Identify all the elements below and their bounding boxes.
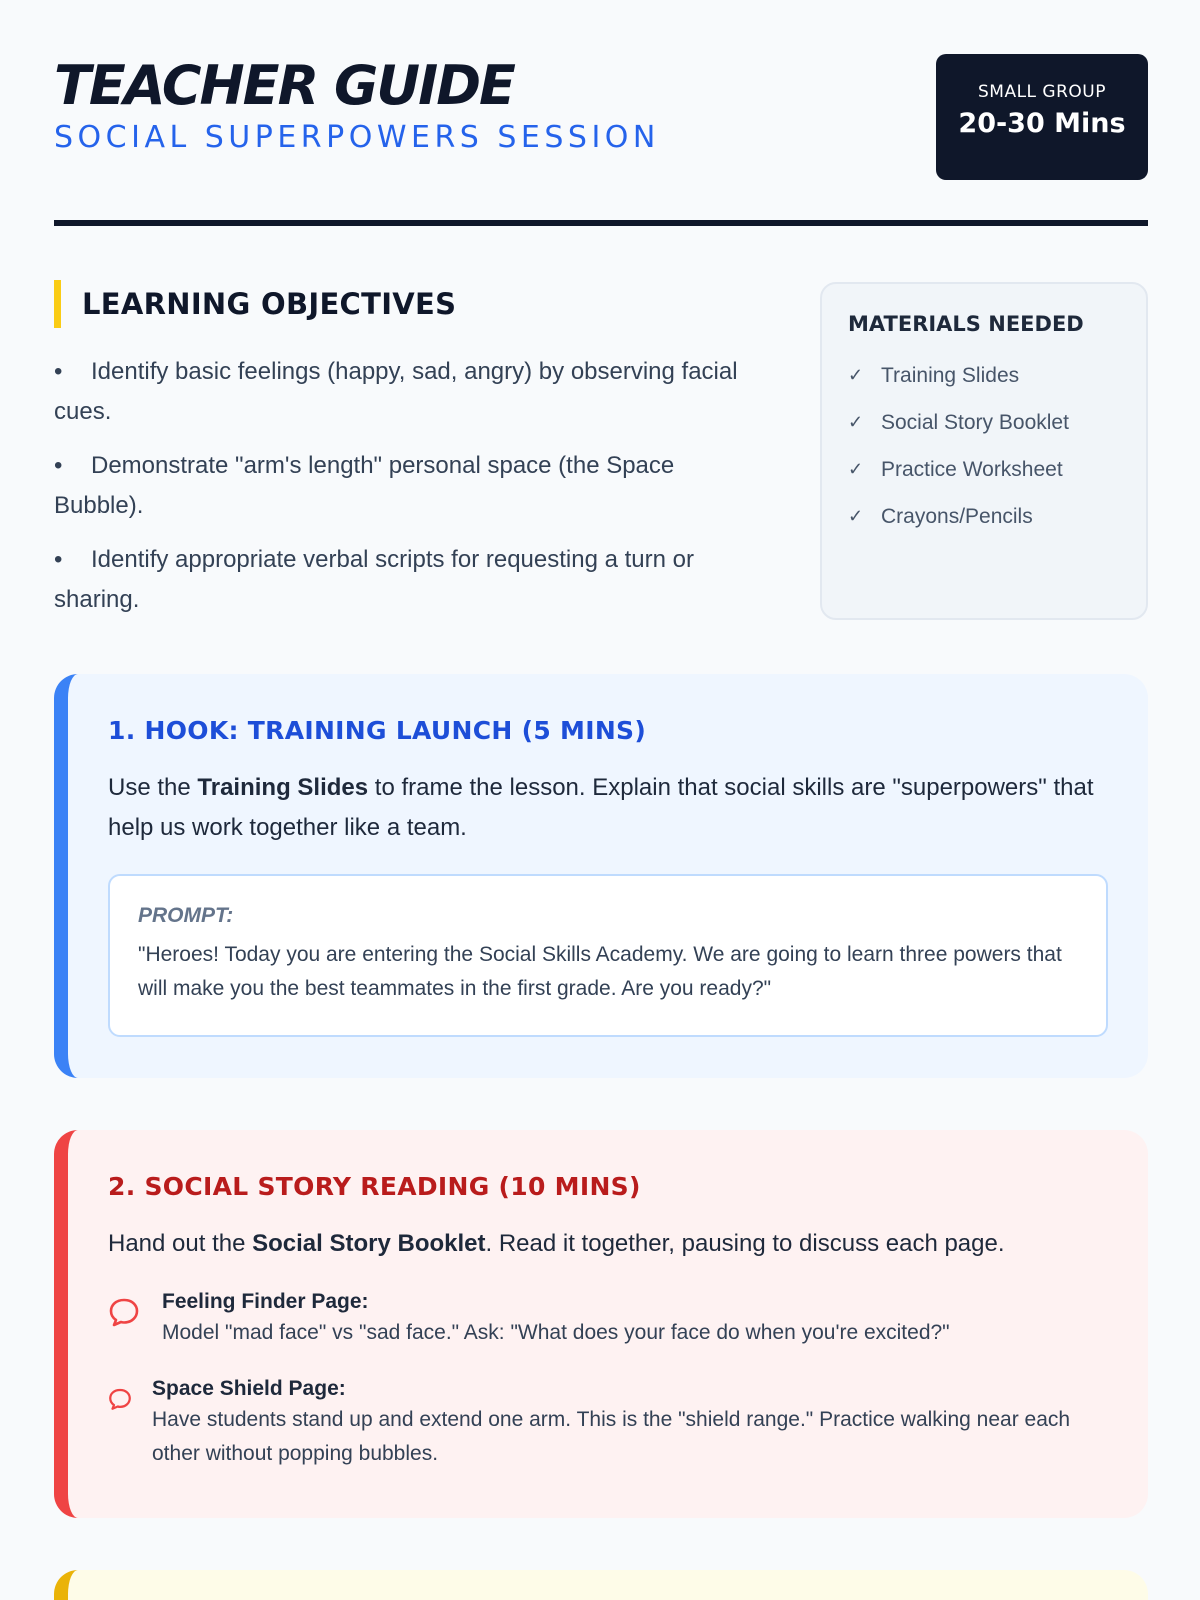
material-label: Training Slides — [881, 363, 1020, 387]
objectives-heading — [54, 280, 754, 328]
list-item — [54, 446, 754, 526]
check-icon: ✓ — [848, 506, 864, 526]
page-title: TEACHER GUIDE — [54, 54, 514, 117]
page-item-title: Space Shield Page: — [152, 1377, 346, 1400]
learning-objectives-section — [54, 280, 754, 634]
objectives-list — [54, 352, 754, 620]
check-icon: ✓ — [848, 459, 864, 479]
page-item-text: Model "mad face" vs "sad face." Ask: "What does your face do when you're excited?" — [162, 1321, 950, 1344]
materials-list — [848, 352, 1120, 540]
story-page-item — [108, 1377, 1098, 1471]
story-page-item — [108, 1290, 1098, 1350]
check-icon: ✓ — [848, 365, 864, 385]
material-label: Social Story Booklet — [881, 410, 1069, 434]
objective-text: Demonstrate "arm's length" personal space (the Space Bubble). — [54, 452, 675, 519]
story-text: Hand out the Social Story Booklet. Read it together, pausing to discuss each page. — [108, 1230, 1005, 1257]
hook-title: 1. HOOK: TRAINING LAUNCH (5 MINS) — [108, 716, 647, 745]
hook-section-card — [54, 674, 1148, 1078]
list-item — [848, 493, 1120, 540]
page-subtitle: SOCIAL SUPERPOWERS SESSION — [54, 120, 660, 155]
objective-text: Identify basic feelings (happy, sad, angry) by observing facial cues. — [54, 358, 738, 425]
next-section-card — [54, 1570, 1148, 1600]
hook-text: Use the Training Slides to frame the lesson. Explain that social skills are "superpowers" that help us work together like a team. — [108, 774, 1094, 841]
prompt-label: PROMPT: — [138, 904, 234, 927]
list-item — [54, 540, 754, 620]
materials-panel — [820, 282, 1148, 620]
prompt-text: "Heroes! Today you are entering the Social Skills Academy. We are going to learn three powers that will make you the best teammates in the first grade. Are you ready?" — [138, 943, 1062, 1000]
list-item — [848, 352, 1120, 399]
page-item-title: Feeling Finder Page: — [162, 1290, 369, 1313]
material-label: Practice Worksheet — [881, 457, 1063, 481]
bullet-icon: • — [54, 546, 63, 573]
list-item — [54, 352, 754, 432]
list-item — [848, 446, 1120, 493]
header — [54, 54, 1148, 230]
materials-heading: MATERIALS NEEDED — [848, 312, 1084, 336]
list-item — [848, 399, 1120, 446]
prompt-box — [108, 874, 1108, 1037]
page-item-text: Have students stand up and extend one arm. This is the "shield range." Practice walking near each other without popping bubbles. — [152, 1408, 1071, 1465]
story-section-card — [54, 1130, 1148, 1518]
speech-bubble-icon — [108, 1296, 140, 1328]
bullet-icon: • — [54, 452, 63, 479]
check-icon: ✓ — [848, 412, 864, 432]
bullet-icon: • — [54, 358, 63, 385]
badge-label: SMALL GROUP — [978, 82, 1106, 102]
objectives-heading-text: LEARNING OBJECTIVES — [82, 287, 457, 321]
objective-text: Identify appropriate verbal scripts for requesting a turn or sharing. — [54, 546, 694, 613]
speech-bubble-icon — [108, 1387, 132, 1411]
header-divider — [54, 220, 1148, 226]
badge-value: 20-30 Mins — [958, 108, 1126, 139]
story-title: 2. SOCIAL STORY READING (10 MINS) — [108, 1172, 641, 1201]
duration-badge — [936, 54, 1148, 180]
material-label: Crayons/Pencils — [881, 504, 1033, 528]
